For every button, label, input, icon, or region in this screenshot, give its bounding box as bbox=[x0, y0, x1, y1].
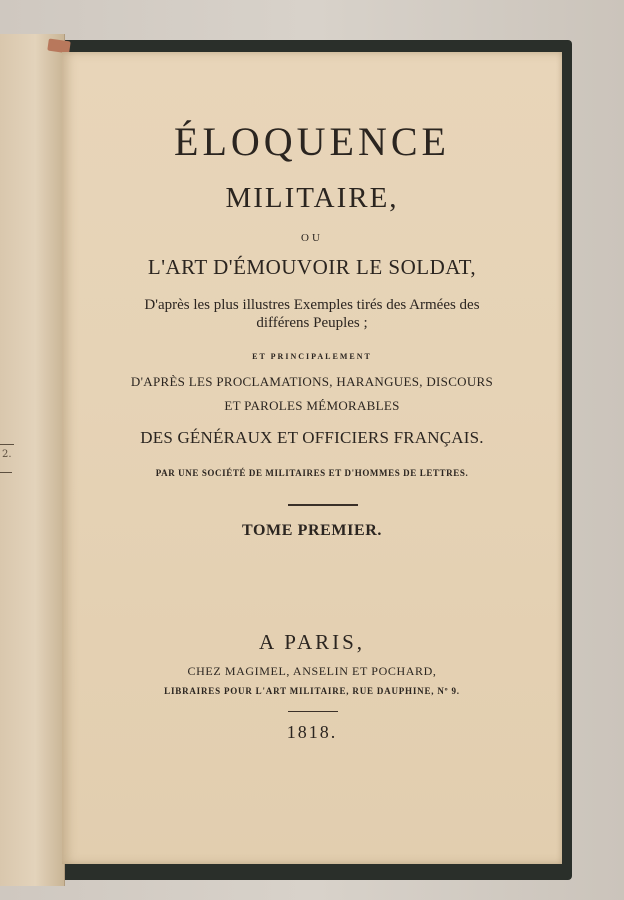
subjects-line: DES GÉNÉRAUX ET OFFICIERS FRANÇAIS. bbox=[140, 428, 484, 447]
imprint-address: LIBRAIRES POUR L'ART MILITAIRE, RUE DAUPHINE, Nº 9. bbox=[164, 686, 460, 696]
left-page-margin-text: 2. bbox=[2, 449, 12, 460]
description-line-1: D'après les plus illustres Exemples tirés des Armées des bbox=[144, 297, 480, 313]
imprint-place: A PARIS, bbox=[258, 630, 366, 654]
volume-label: TOME PREMIER. bbox=[242, 522, 382, 539]
sources-line-1: D'APRÈS LES PROCLAMATIONS, HARANGUES, DISCOURS bbox=[130, 374, 494, 389]
title-main: ÉLOQUENCE bbox=[174, 119, 450, 164]
sources-line-2: ET PAROLES MÉMORABLES bbox=[224, 398, 400, 413]
imprint-publishers: CHEZ MAGIMEL, ANSELIN ET POCHARD, bbox=[187, 664, 437, 678]
divider-rule-bottom bbox=[288, 711, 338, 712]
left-page-edge bbox=[0, 34, 65, 886]
title-secondary: MILITAIRE, bbox=[225, 182, 399, 214]
divider-rule-top bbox=[288, 504, 358, 506]
principalement-line: ET PRINCIPALEMENT bbox=[252, 352, 372, 361]
authors-line: PAR UNE SOCIÉTÉ DE MILITAIRES ET D'HOMMES DE LETTRES. bbox=[155, 468, 469, 478]
imprint-year: 1818. bbox=[286, 722, 338, 742]
description-line-2: différens Peuples ; bbox=[256, 315, 368, 331]
title-page bbox=[62, 52, 562, 864]
left-page-rule-top bbox=[0, 444, 14, 445]
subtitle: L'ART D'ÉMOUVOIR LE SOLDAT, bbox=[147, 255, 477, 279]
left-page-rule-bottom bbox=[0, 472, 12, 473]
title-conjunction: OU bbox=[301, 232, 323, 244]
